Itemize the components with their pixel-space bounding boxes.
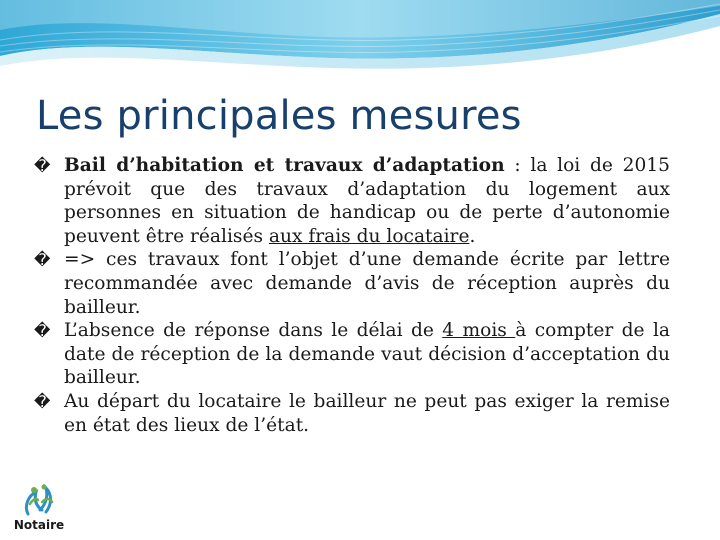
bullet-item-demande [34,248,670,319]
bullet-icon: � [34,250,51,270]
underlined-text: aux frais du locataire [268,225,470,247]
bullet-bold-heading: Bail d’habitation et travaux d’adaptation [64,155,505,176]
bullet-text: : la loi de 2015 prévoit que des travaux d’adaptation du logement aux personnes en situation de handicap ou de perte d’autonomie peuvent être réalisés [64,155,671,247]
underlined-text: 4 mois [442,320,516,342]
slide-body [34,154,670,437]
bullet-icon: � [34,321,51,341]
bullet-item-bail [34,154,670,248]
bullet-text: L’absence de réponse dans le délai de [64,320,443,342]
slide-title: Les principales mesures [36,93,522,139]
bullet-item-depart-locataire [34,390,670,437]
bullet-item-absence-reponse [34,319,670,390]
notaire-logo [6,484,72,538]
notaire-logo-icon [6,484,72,518]
bullet-tail: . [469,225,476,247]
bullet-text: Au départ du locataire le bailleur ne peut pas exiger la remise en état des lieux de l’état. [64,390,670,436]
bullet-icon: � [34,156,51,175]
logo-label: Notaire [13,518,65,532]
header-wave-decoration [0,0,720,80]
bullet-icon: � [34,391,51,411]
bullet-text: => ces travaux font l’objet d’une demande écrite par lettre recommandée avec demande d’avis de réception auprès du bailleur. [64,249,670,318]
bullet-tail: à compter de la date de réception de la demande vaut décision d’acceptation du bailleur. [64,320,670,389]
